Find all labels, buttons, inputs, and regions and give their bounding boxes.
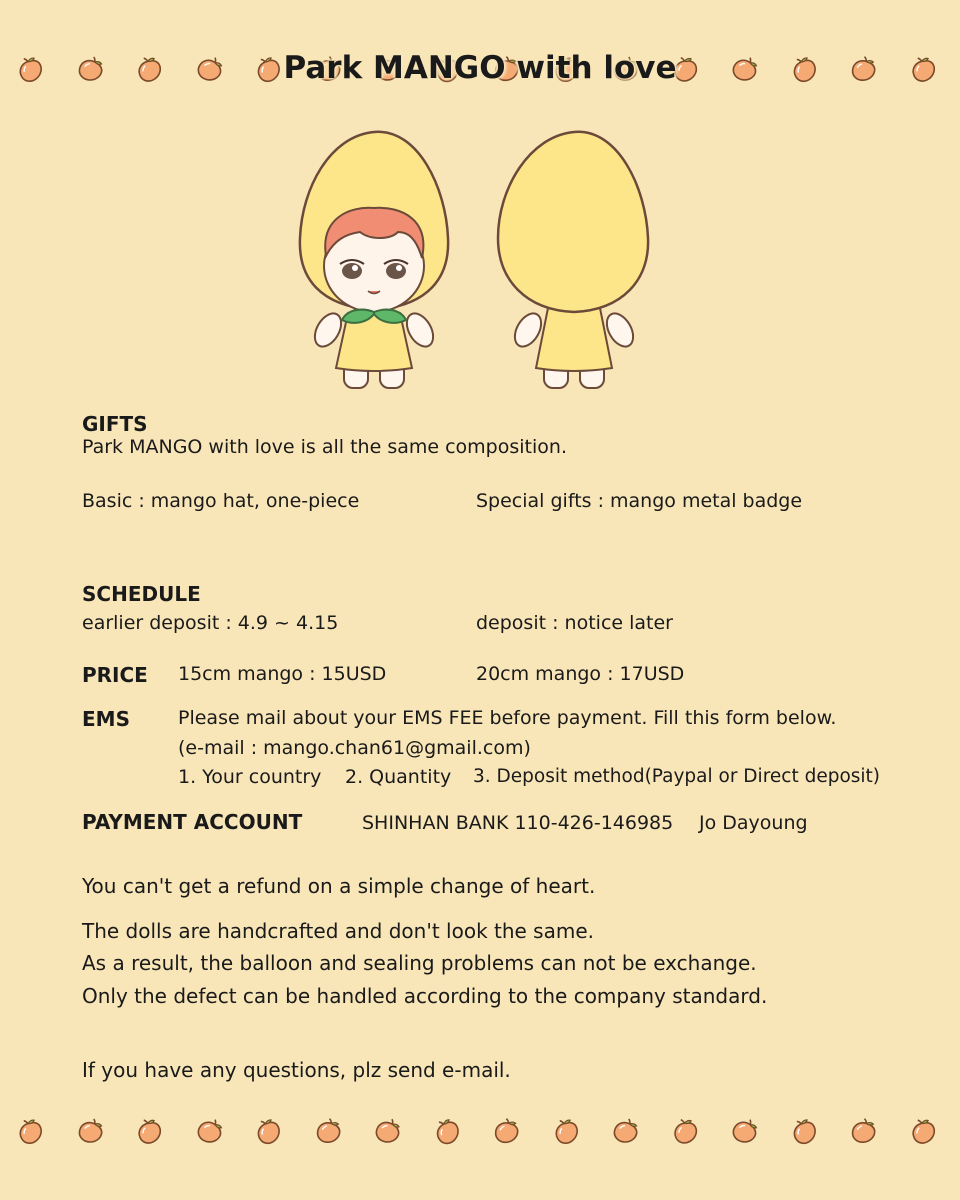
price-large: 20cm mango : 17USD [476,663,685,685]
mango-icon [189,1111,231,1153]
payment-name: Jo Dayoung [699,812,808,834]
handcrafted-note: The dolls are handcrafted and don't look the same. [82,919,595,943]
mango-icon [12,1113,50,1151]
ems-item-country: 1. Your country [178,766,322,788]
mango-icon [71,1112,111,1152]
contact-note: If you have any questions, plz send e-mail. [82,1058,511,1082]
mango-icon [490,1115,525,1150]
mango-icon [668,1115,703,1150]
front-doll-image [300,132,448,388]
mango-icon [310,1114,347,1151]
ems-email: (e-mail : mango.chan61@gmail.com) [178,737,531,759]
mango-icon [606,1112,646,1152]
gifts-basic: Basic : mango hat, one-piece [82,490,360,512]
schedule-deposit: deposit : notice later [476,612,673,634]
mango-icon [132,1114,169,1151]
schedule-earlier-deposit: earlier deposit : 4.9 ~ 4.15 [82,612,339,634]
mango-icon [547,1113,585,1151]
payment-heading: PAYMENT ACCOUNT [82,810,303,834]
price-small: 15cm mango : 15USD [178,663,387,685]
ems-item-deposit-method: 3. Deposit method(Paypal or Direct deposit) [473,766,881,787]
ems-item-quantity: 2. Quantity [345,766,452,788]
gifts-description: Park MANGO with love is all the same composition. [82,436,567,458]
doll-illustration [290,128,650,398]
bottom-mango-border [0,1117,960,1157]
mango-icon [846,1114,883,1151]
mango-icon [427,1112,468,1153]
payment-bank: SHINHAN BANK 110-426-146985 [362,812,674,834]
mango-icon [368,1112,409,1153]
mango-icon [905,1114,942,1151]
price-heading: PRICE [82,663,148,687]
schedule-heading: SCHEDULE [82,582,201,606]
ems-instruction: Please mail about your EMS FEE before payment. Fill this form below. [178,707,837,729]
gifts-special: Special gifts : mango metal badge [476,490,803,512]
back-doll-image [498,132,648,388]
gifts-heading: GIFTS [82,412,148,436]
mango-icon [785,1112,825,1152]
defect-note: Only the defect can be handled according to the company standard. [82,984,768,1008]
mango-icon [249,1112,289,1152]
page-title: Park MANGO with love [283,50,677,86]
refund-note: You can't get a refund on a simple change of heart. [82,874,596,898]
ems-heading: EMS [82,707,130,731]
mango-icon [724,1111,766,1153]
exchange-note: As a result, the balloon and sealing problems can not be exchange. [82,951,757,975]
